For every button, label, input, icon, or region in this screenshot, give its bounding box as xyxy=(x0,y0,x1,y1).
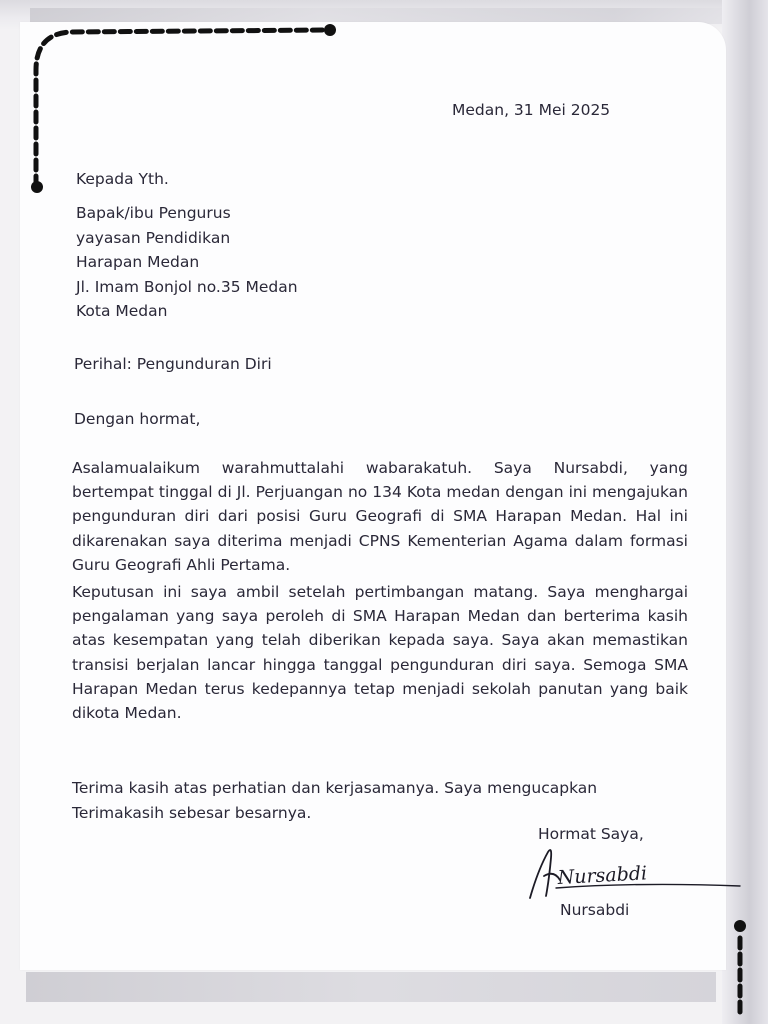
salutation-to: Kepada Yth. xyxy=(76,170,169,188)
body-paragraph-2: Keputusan ini saya ambil setelah pertimbangan matang. Saya menghargai pengalaman yang saya peroleh di SMA Harapan Medan dan berterima kasih atas kesempatan yang telah diberikan kepada saya. Saya akan memastikan transisi berjalan lancar hingga tanggal pengunduran diri saya. Semoga SMA Harapan Medan terus kedepannya tetap menjadi sekolah panutan yang baik dikota Medan. xyxy=(72,583,688,723)
recipient-line: Kota Medan xyxy=(76,302,168,320)
closing-line-1: Terima kasih atas perhatian dan kerjasamanya. Saya mengucapkan xyxy=(72,779,598,797)
top-left-dashed-corner xyxy=(36,30,328,186)
handwritten-signature xyxy=(520,840,750,902)
place-date: Medan, 31 Mei 2025 xyxy=(452,101,611,119)
recipient-address xyxy=(76,201,298,324)
left-bottom-dot xyxy=(31,181,43,193)
signer-name: Nursabdi xyxy=(560,901,630,919)
recipient-line: Jl. Imam Bonjol no.35 Medan xyxy=(76,277,298,296)
recipient-line: Bapak/ibu Pengurus xyxy=(76,204,231,222)
recipient-line: Harapan Medan xyxy=(76,253,200,271)
bottom-right-dot xyxy=(734,920,746,932)
top-right-dot xyxy=(324,24,336,36)
valediction: Hormat Saya, xyxy=(538,825,644,843)
signature-script: Nursabdi xyxy=(557,862,648,889)
subject-line: Perihal: Pengunduran Diri xyxy=(74,355,272,373)
body-paragraph-1: Asalamualaikum warahmuttalahi wabarakatuh. Saya Nursabdi, yang bertempat tinggal di Jl. Perjuangan no 134 Kota medan dengan ini mengajukan pengunduran diri dari posisi Guru Geografi di SMA Harapan Medan. Hal ini dikarenakan saya diterima menjadi CPNS Kementerian Agama dalam formasi Guru Geografi Ahli Pertama. xyxy=(72,459,688,574)
closing-line-2: Terimakasih sebesar besarnya. xyxy=(72,804,312,822)
greeting: Dengan hormat, xyxy=(74,410,201,428)
recipient-line: yayasan Pendidikan xyxy=(76,228,231,247)
